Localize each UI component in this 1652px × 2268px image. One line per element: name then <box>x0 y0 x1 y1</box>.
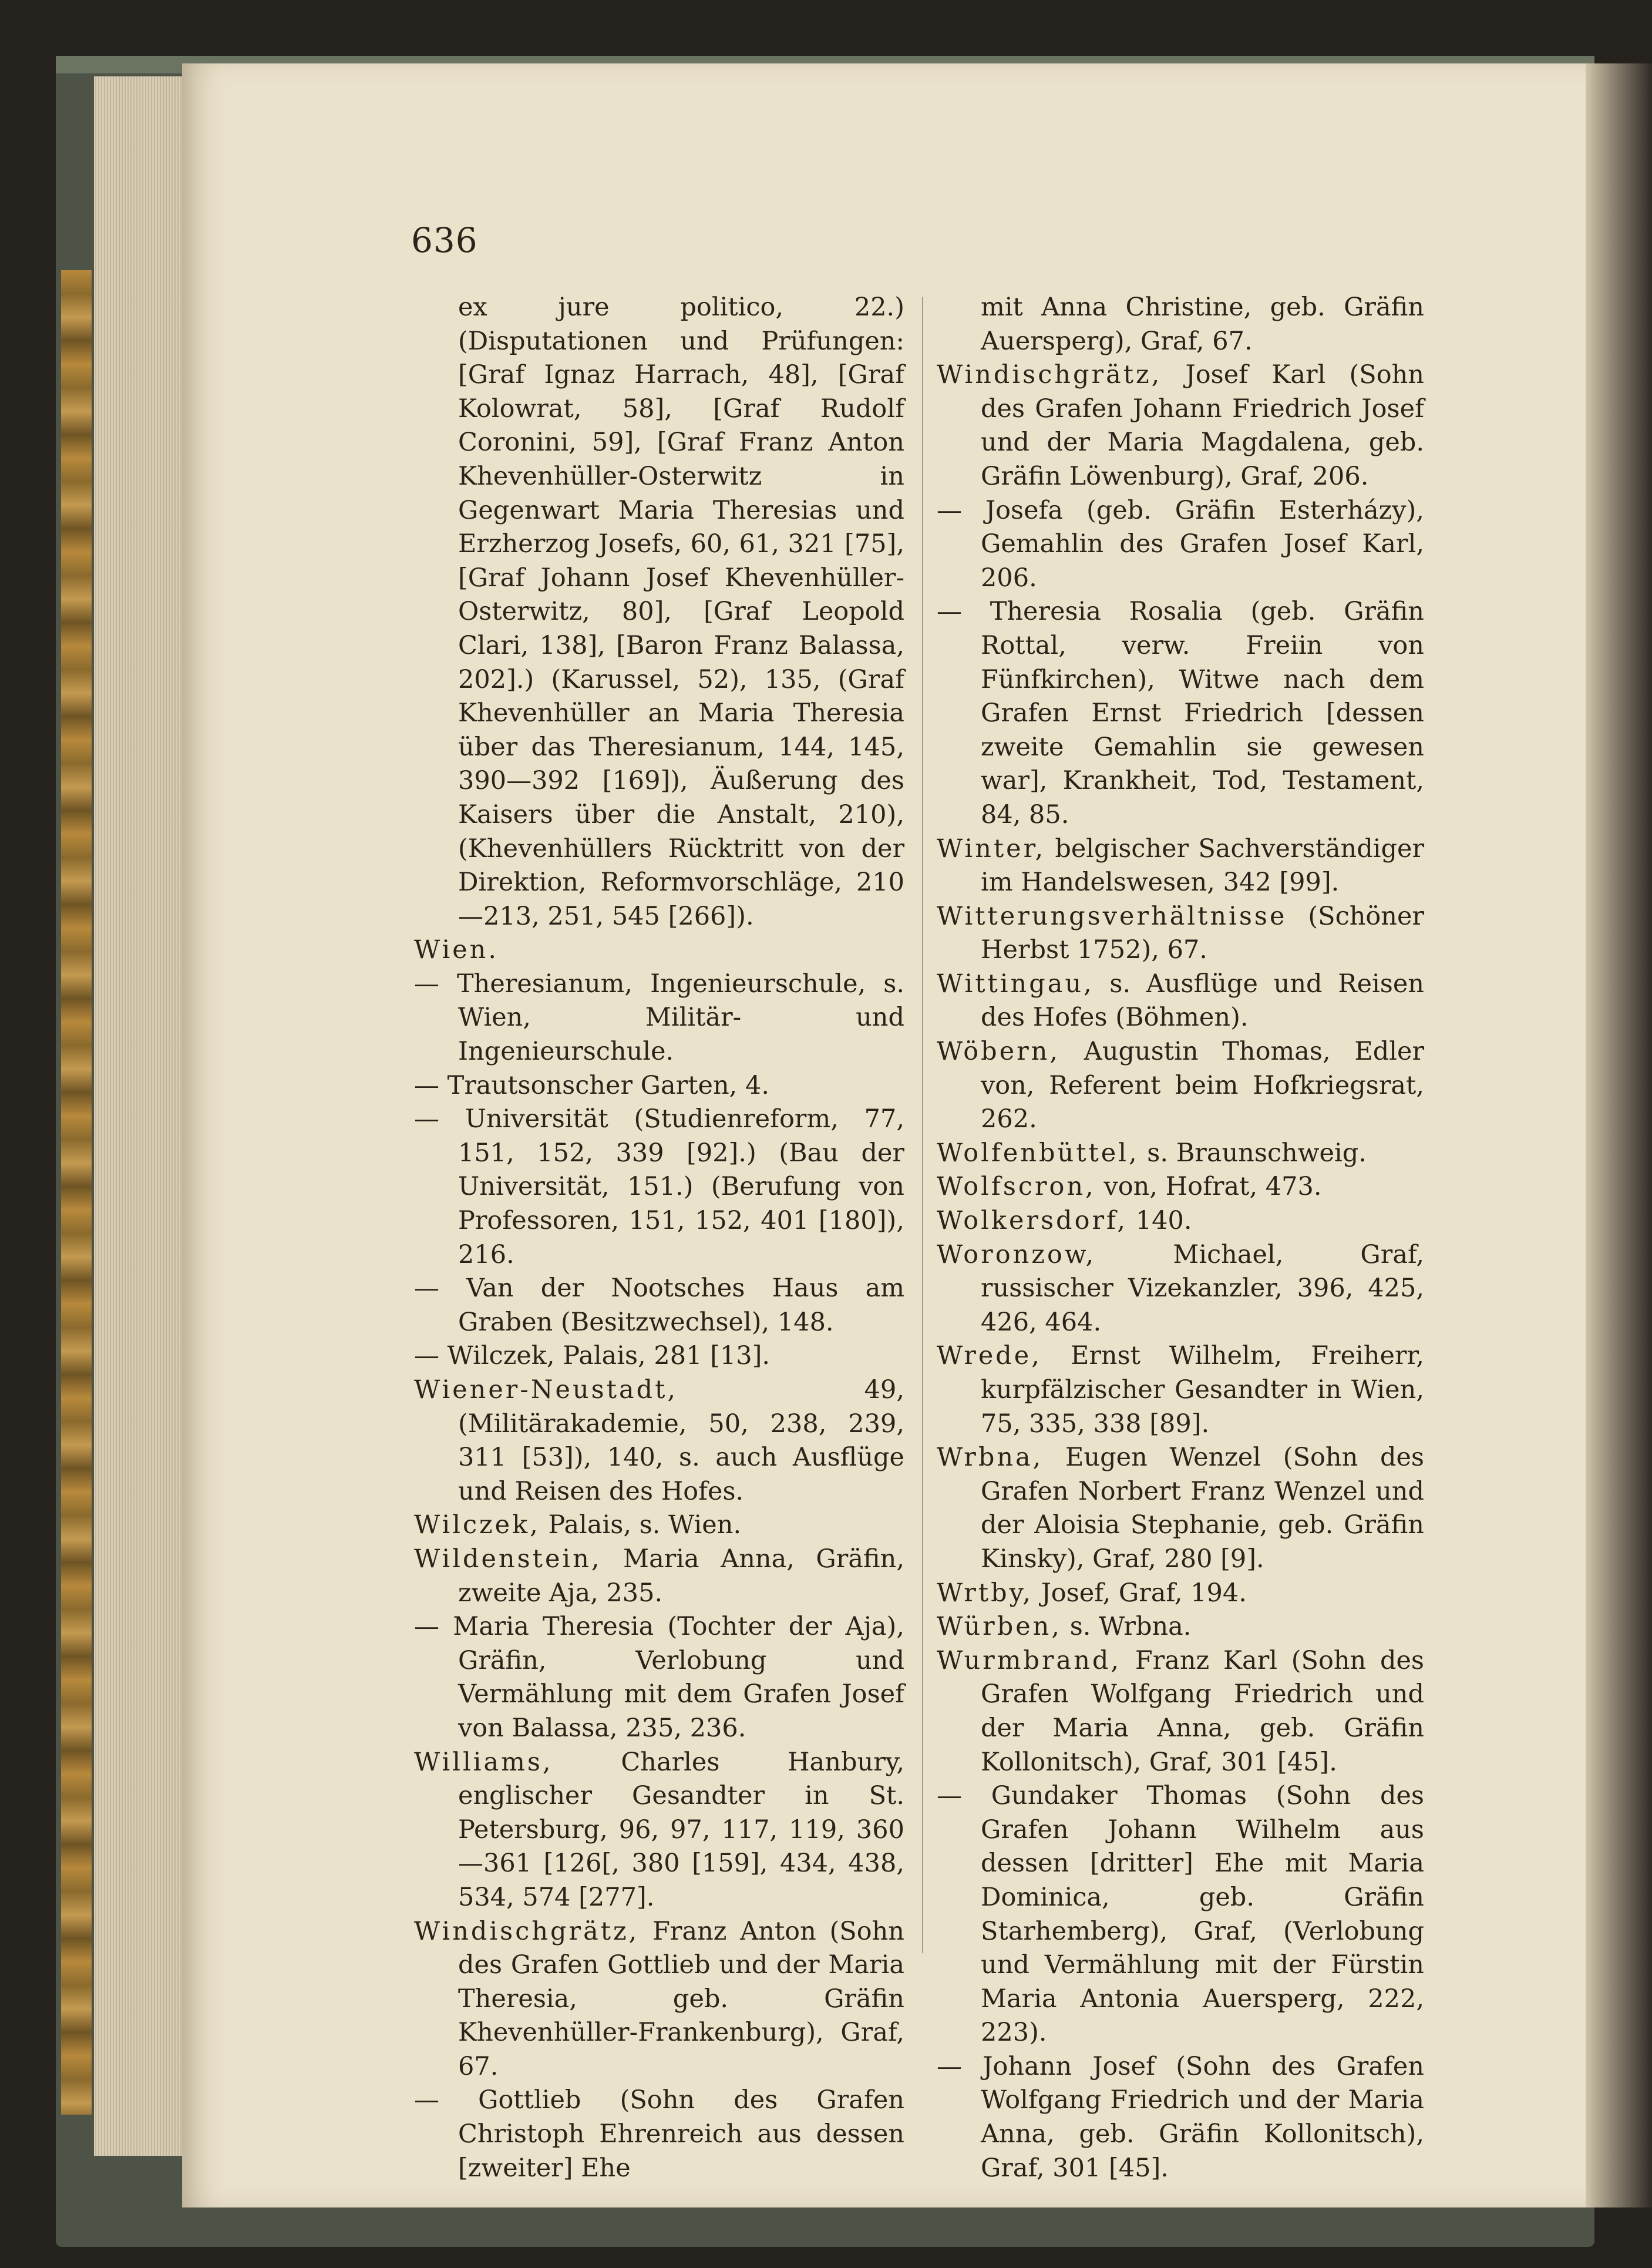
index-entry-heading: Williams, <box>414 1747 553 1777</box>
index-entry <box>414 967 904 1069</box>
index-entry-text: Charles Hanbury, englischer Gesandter in St. Petersburg, 96, 97, 117, 119, 360—361 [126[, 380 [159], 434, 438, 534, 574 [277]. <box>458 1747 905 1912</box>
index-entry-text: Maria Theresia (Tochter der Aja), Gräfin, Verlobung und Vermählung mit dem Grafen Josef von Balassa, 235, 236. <box>453 1612 905 1743</box>
index-entry <box>937 1204 1424 1238</box>
index-entry-text: Josef, Graf, 194. <box>1041 1578 1247 1608</box>
index-entry <box>937 1339 1424 1441</box>
page-stack-edges <box>94 76 182 2156</box>
index-entry-text: Franz Anton (Sohn des Grafen Gottlieb und der Maria Theresia, geb. Gräfin Khevenhüller-Frankenburg), Graf, 67. <box>458 1916 904 2081</box>
index-entry <box>937 494 1424 596</box>
index-entry <box>937 1577 1424 1611</box>
page-number: 636 <box>411 220 478 260</box>
index-entry-heading: Wien. <box>414 935 499 965</box>
index-entry-text: s. Braunschweig. <box>1147 1138 1367 1168</box>
index-entry-text: Augustin Thomas, Edler von, Referent beim Hofkriegsrat, 262. <box>981 1037 1424 1134</box>
index-entry-heading: Wöbern, <box>937 1037 1061 1067</box>
index-entry <box>937 1441 1424 1576</box>
index-entry <box>937 1035 1424 1137</box>
index-entry-text: Josef Karl (Sohn des Grafen Johann Friedrich Josef und der Maria Magdalena, geb. Gräfin Löwenburg), Graf, 206. <box>981 360 1424 491</box>
index-entry <box>937 595 1424 832</box>
index-entry-heading: Wolkersdorf, <box>937 1206 1128 1236</box>
index-column-left <box>414 291 904 2185</box>
index-entry-text: ex jure politico, 22.) (Disputationen und Prüfungen: [Graf Ignaz Harrach, 48], [Graf Kolowrat, 58], [Graf Rudolf Coronini, 59], [Graf Franz Anton Khevenhüller-Osterwitz in Gegenwart Maria Theresias und Erzherzog Josefs, 60, 61, 321 [75], [Graf Johann Josef Khevenhüller-Osterwitz, 80], [Graf Leopold Clari, 138], [Baron Franz Balassa, 202].) (Karussel, 52), 135, (Graf Khevenhüller an Maria Theresia über das Theresianum, 144, 145, 390—392 [169]), Äußerung des Kaisers über die Anstalt, 210), (Khevenhüllers Rücktritt von der Direktion, Reformvorschläge, 210—213, 251, 545 [266]). <box>458 293 904 931</box>
index-entry-heading: Witterungsverhältnisse <box>937 901 1287 931</box>
index-entry-text: belgischer Sachverständiger im Handelswesen, 342 [99]. <box>981 834 1424 898</box>
index-entry-text: Van der Nootsches Haus am Graben (Besitzwechsel), 148. <box>458 1274 904 1337</box>
index-entry <box>937 1137 1424 1171</box>
index-entry-text: Franz Karl (Sohn des Grafen Wolfgang Friedrich und der Maria Anna, geb. Gräfin Kollonitsch), Graf, 301 [45]. <box>981 1645 1425 1777</box>
index-column-right <box>937 291 1424 2185</box>
index-entry-text: von, Hofrat, 473. <box>1103 1172 1322 1202</box>
index-entry-heading: Windischgrätz, <box>937 360 1162 390</box>
index-entry <box>937 358 1424 493</box>
index-entry-heading: Wittingau, <box>937 969 1094 999</box>
index-entry-text: Michael, Graf, russischer Vizekanzler, 396, 425, 426, 464. <box>981 1239 1425 1337</box>
index-entry-text: Johann Josef (Sohn des Grafen Wolfgang Friedrich und der Maria Anna, geb. Gräfin Kollonitsch), Graf, 301 [45]. <box>981 2051 1424 2183</box>
index-entry-heading: Winter, <box>937 834 1046 863</box>
index-entry-text: Palais, s. Wien. <box>548 1510 742 1540</box>
index-entry <box>414 1339 904 1373</box>
index-entry <box>937 1170 1424 1204</box>
index-entry-text: s. Wrbna. <box>1069 1612 1192 1642</box>
index-entry <box>414 291 904 933</box>
index-entry-text: Gottlieb (Sohn des Grafen Christoph Ehrenreich aus dessen [zweiter] Ehe <box>458 2085 905 2183</box>
index-entry <box>937 832 1424 900</box>
index-entry-text: 49, (Militärakademie, 50, 238, 239, 311 [53]), 140, s. auch Ausflüge und Reisen des Hofes. <box>458 1375 904 1506</box>
index-entry <box>937 900 1424 967</box>
index-entry <box>937 1610 1424 1644</box>
index-entry-heading: Woronzow, <box>937 1239 1096 1269</box>
index-entry <box>414 1373 904 1508</box>
index-entry <box>937 967 1424 1035</box>
index-entry-text: Theresia Rosalia (geb. Gräfin Rottal, verw. Freiin von Fünfkirchen), Witwe nach dem Grafen Ernst Friedrich [dessen zweite Gemahlin sie gewesen war], Krankheit, Tod, Testament, 84, 85. <box>981 597 1424 829</box>
marbled-edge <box>61 270 92 2115</box>
index-entry <box>937 1779 1424 2050</box>
index-entry <box>414 1103 904 1272</box>
index-entry-text: Universität (Studienreform, 77, 151, 152, 339 [92].) (Bau der Universität, 151.) (Berufung von Professoren, 151, 152, 401 [180]), 216. <box>458 1104 904 1269</box>
index-entry <box>414 1915 904 2084</box>
index-entry-text: Ernst Wilhelm, Freiherr, kurpfälzischer Gesandter in Wien, 75, 335, 338 [89]. <box>981 1341 1425 1439</box>
index-entry <box>937 2050 1424 2185</box>
index-entry-text: Wilczek, Palais, 281 [13]. <box>447 1341 771 1371</box>
index-entry <box>414 2084 904 2185</box>
index-entry-text: 140. <box>1135 1206 1192 1236</box>
index-entry-heading: Würben, <box>937 1612 1062 1642</box>
index-entry-heading: Wurmbrand, <box>937 1645 1122 1675</box>
index-entry-text: Josefa (geb. Gräfin Esterházy), Gemahlin des Grafen Josef Karl, 206. <box>981 495 1424 593</box>
index-entry-heading: Wildenstein, <box>414 1544 602 1574</box>
index-entry-heading: Wilczek, <box>414 1510 540 1540</box>
index-entry <box>937 1644 1424 1779</box>
index-entry-text: Gundaker Thomas (Sohn des Grafen Johann Wilhelm aus dessen [dritter] Ehe mit Maria Dominica, geb. Gräfin Starhemberg), Graf, (Verlobung und Vermählung mit der Fürstin Maria Antonia Auersperg, 222, 223). <box>981 1781 1424 2048</box>
index-entry-text: (Schöner Herbst 1752), 67. <box>981 901 1424 965</box>
index-entry <box>414 1746 904 1915</box>
index-entry-text: Eugen Wenzel (Sohn des Grafen Norbert Franz Wenzel und der Aloisia Stephanie, geb. Gräfin Kinsky), Graf, 280 [9]. <box>981 1443 1424 1574</box>
index-entry-text: Trautsonscher Garten, 4. <box>447 1070 770 1100</box>
index-entry <box>414 933 904 967</box>
index-entry <box>414 1610 904 1745</box>
column-divider <box>922 297 923 1953</box>
index-entry-text: Maria Anna, Gräfin, zweite Aja, 235. <box>458 1544 904 1608</box>
index-entry <box>414 1272 904 1339</box>
index-entry <box>414 1508 904 1543</box>
index-entry <box>414 1069 904 1103</box>
index-entry <box>414 1543 904 1610</box>
index-entry <box>937 1238 1424 1340</box>
index-entry-heading: Wrede, <box>937 1341 1042 1371</box>
index-entry-heading: Wrtby, <box>937 1578 1033 1608</box>
index-entry-text: mit Anna Christine, geb. Gräfin Auersperg), Graf, 67. <box>981 293 1424 356</box>
index-entry-text: Theresianum, Ingenieurschule, s. Wien, Militär- und Ingenieurschule. <box>456 969 904 1067</box>
page-gutter-shadow <box>1586 63 1652 2207</box>
index-entry-text: s. Ausflüge und Reisen des Hofes (Böhmen). <box>981 969 1424 1033</box>
index-entry-heading: Wolfscron, <box>937 1172 1096 1202</box>
index-entry-heading: Wolfenbüttel, <box>937 1138 1139 1168</box>
index-entry-heading: Wrbna, <box>937 1443 1044 1473</box>
index-entry <box>937 291 1424 358</box>
index-entry-heading: Wiener-Neustadt, <box>414 1375 678 1405</box>
index-entry-heading: Windischgrätz, <box>414 1916 640 1946</box>
